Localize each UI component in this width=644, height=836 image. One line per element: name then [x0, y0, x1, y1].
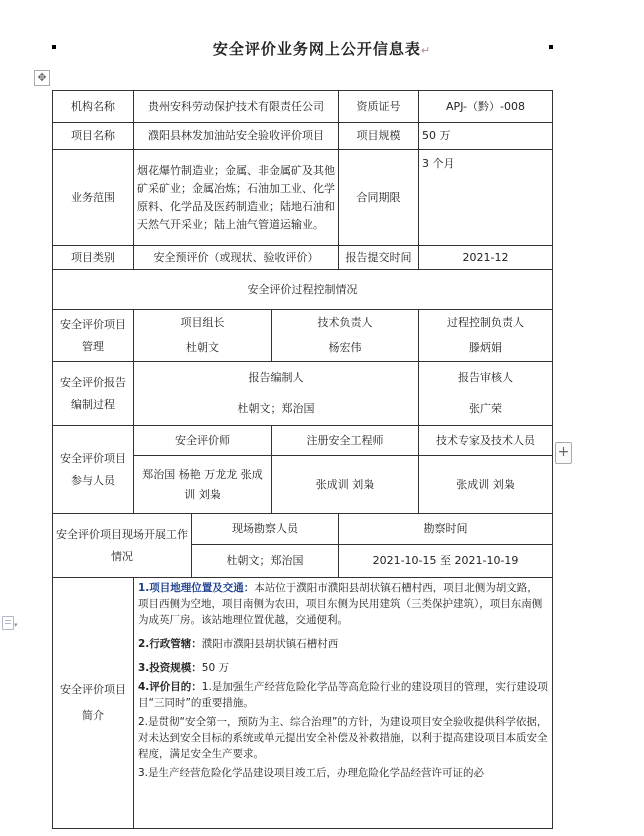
intro-label: 安全评价项目简介	[53, 578, 134, 829]
intro-content[interactable]	[134, 578, 553, 829]
staff-label: 安全评价项目参与人员	[53, 426, 134, 514]
intro-p3-head: 3.投资规模：	[138, 662, 202, 674]
row-site-labels	[53, 514, 553, 545]
process-header: 安全评价过程控制情况	[53, 270, 553, 310]
survey-time-label: 勘察时间	[339, 514, 553, 545]
assessor-value[interactable]: 郑治国 杨艳 万龙龙 张成训 刘枭	[134, 456, 272, 514]
report-label: 安全评价报告编制过程	[53, 362, 134, 426]
row-intro	[53, 578, 553, 829]
contract-label: 合同期限	[339, 150, 419, 246]
intro-p1-head: 1.项目地理位置及交通：	[138, 582, 255, 594]
reviewer-label: 报告审核人	[419, 362, 553, 394]
scale-label: 项目规模	[339, 123, 419, 150]
mgmt-label: 安全评价项目管理	[53, 310, 134, 362]
document-title-text: 安全评价业务网上公开信息表	[212, 40, 421, 58]
ctrl-value[interactable]: 滕炳娟	[419, 336, 553, 362]
site-label: 安全评价项目现场开展工作情况	[53, 514, 192, 578]
org-label: 机构名称	[53, 91, 134, 123]
info-table-wrapper	[52, 90, 552, 829]
row-org	[53, 91, 553, 123]
expert-label: 技术专家及技术人员	[419, 426, 553, 456]
document-icon[interactable]	[2, 616, 14, 630]
intro-p1	[138, 580, 548, 628]
expert-value[interactable]: 张成训 刘枭	[419, 456, 553, 514]
row-project	[53, 123, 553, 150]
row-scope	[53, 150, 553, 246]
engineer-value[interactable]: 张成训 刘枭	[272, 456, 419, 514]
engineer-label: 注册安全工程师	[272, 426, 419, 456]
row-report-labels	[53, 362, 553, 394]
tech-value[interactable]: 杨宏伟	[272, 336, 419, 362]
intro-p2-body: 濮阳市濮阳县胡状镇石槽村西	[201, 638, 339, 650]
scale-value[interactable]: 50 万	[419, 123, 553, 150]
table-move-handle-icon[interactable]: ✥	[34, 70, 50, 86]
assessor-label: 安全评价师	[134, 426, 272, 456]
paragraph-mark: ↵	[420, 44, 432, 57]
org-value[interactable]: 贵州安科劳动保护技术有限责任公司	[134, 91, 339, 123]
scope-value[interactable]: 烟花爆竹制造业；金属、非金属矿及其他矿采矿业；金属冶炼；石油加工业、化学原料、化学品及医药制造业；陆地石油和天然气开采业；陆上油气管道运输业。	[134, 150, 339, 246]
project-label: 项目名称	[53, 123, 134, 150]
intro-p5: 2.是贯彻“安全第一，预防为主、综合治理”的方针，为建设项目安全验收提供科学依据，对未达到安全目标的系统或单元提出安全补偿及补救措施，以利于提高建设项目本质安全程度，满足安全生产要求。	[138, 716, 548, 760]
row-type	[53, 246, 553, 270]
ctrl-label: 过程控制负责人	[419, 310, 553, 336]
dropdown-arrow-icon[interactable]: ▾	[14, 621, 18, 629]
project-value[interactable]: 濮阳县林发加油站安全验收评价项目	[134, 123, 339, 150]
scope-label: 业务范围	[53, 150, 134, 246]
intro-p2-head: 2.行政管辖：	[138, 638, 202, 650]
intro-p2	[138, 636, 548, 652]
tech-label: 技术负责人	[272, 310, 419, 336]
intro-p1-body: 本站位于濮阳市濮阳县胡状镇石槽村西，项目北侧为胡文路，项目西侧为空地，项目南侧为农田，项目东侧为民用建筑（三类保护建筑），项目东南侧为成英厂房。该站地理位置优越，交通便利。	[138, 582, 543, 626]
add-row-icon[interactable]: +	[555, 442, 572, 464]
row-process-header	[53, 270, 553, 310]
type-label: 项目类别	[53, 246, 134, 270]
reviewer-value[interactable]: 张广荣	[419, 394, 553, 426]
submit-label: 报告提交时间	[339, 246, 419, 270]
submit-value[interactable]: 2021-12	[419, 246, 553, 270]
survey-time-value[interactable]: 2021-10-15 至 2021-10-19	[339, 545, 553, 578]
contract-value[interactable]: 3 个月	[419, 150, 553, 246]
intro-p3-body: 50 万	[201, 662, 229, 674]
cert-value[interactable]: APJ-（黔）-008	[419, 91, 553, 123]
document-title	[0, 38, 644, 59]
surveyor-value[interactable]: 杜朝文；郑治国	[192, 545, 339, 578]
intro-p6: 3.是生产经营危险化学品建设项目竣工后，办理危险化学品经营许可证的必	[138, 767, 485, 779]
writer-value[interactable]: 杜朝文；郑治国	[134, 394, 419, 426]
row-mgmt-labels	[53, 310, 553, 336]
intro-scroll	[138, 580, 548, 826]
surveyor-label: 现场勘察人员	[192, 514, 339, 545]
leader-value[interactable]: 杜朝文	[134, 336, 272, 362]
type-value[interactable]: 安全预评价（或现状、验收评价）	[134, 246, 339, 270]
intro-p4-body: 1.是加强生产经营危险化学品等高危险行业的建设项目的管理，实行建设项目“三同时”的重要措施。	[138, 681, 548, 709]
info-table	[52, 90, 553, 829]
writer-label: 报告编制人	[134, 362, 419, 394]
row-staff-labels	[53, 426, 553, 456]
intro-p4-head: 4.评价目的：	[138, 681, 202, 693]
intro-p3	[138, 660, 548, 676]
intro-p4	[138, 679, 548, 711]
cert-label: 资质证号	[339, 91, 419, 123]
leader-label: 项目组长	[134, 310, 272, 336]
